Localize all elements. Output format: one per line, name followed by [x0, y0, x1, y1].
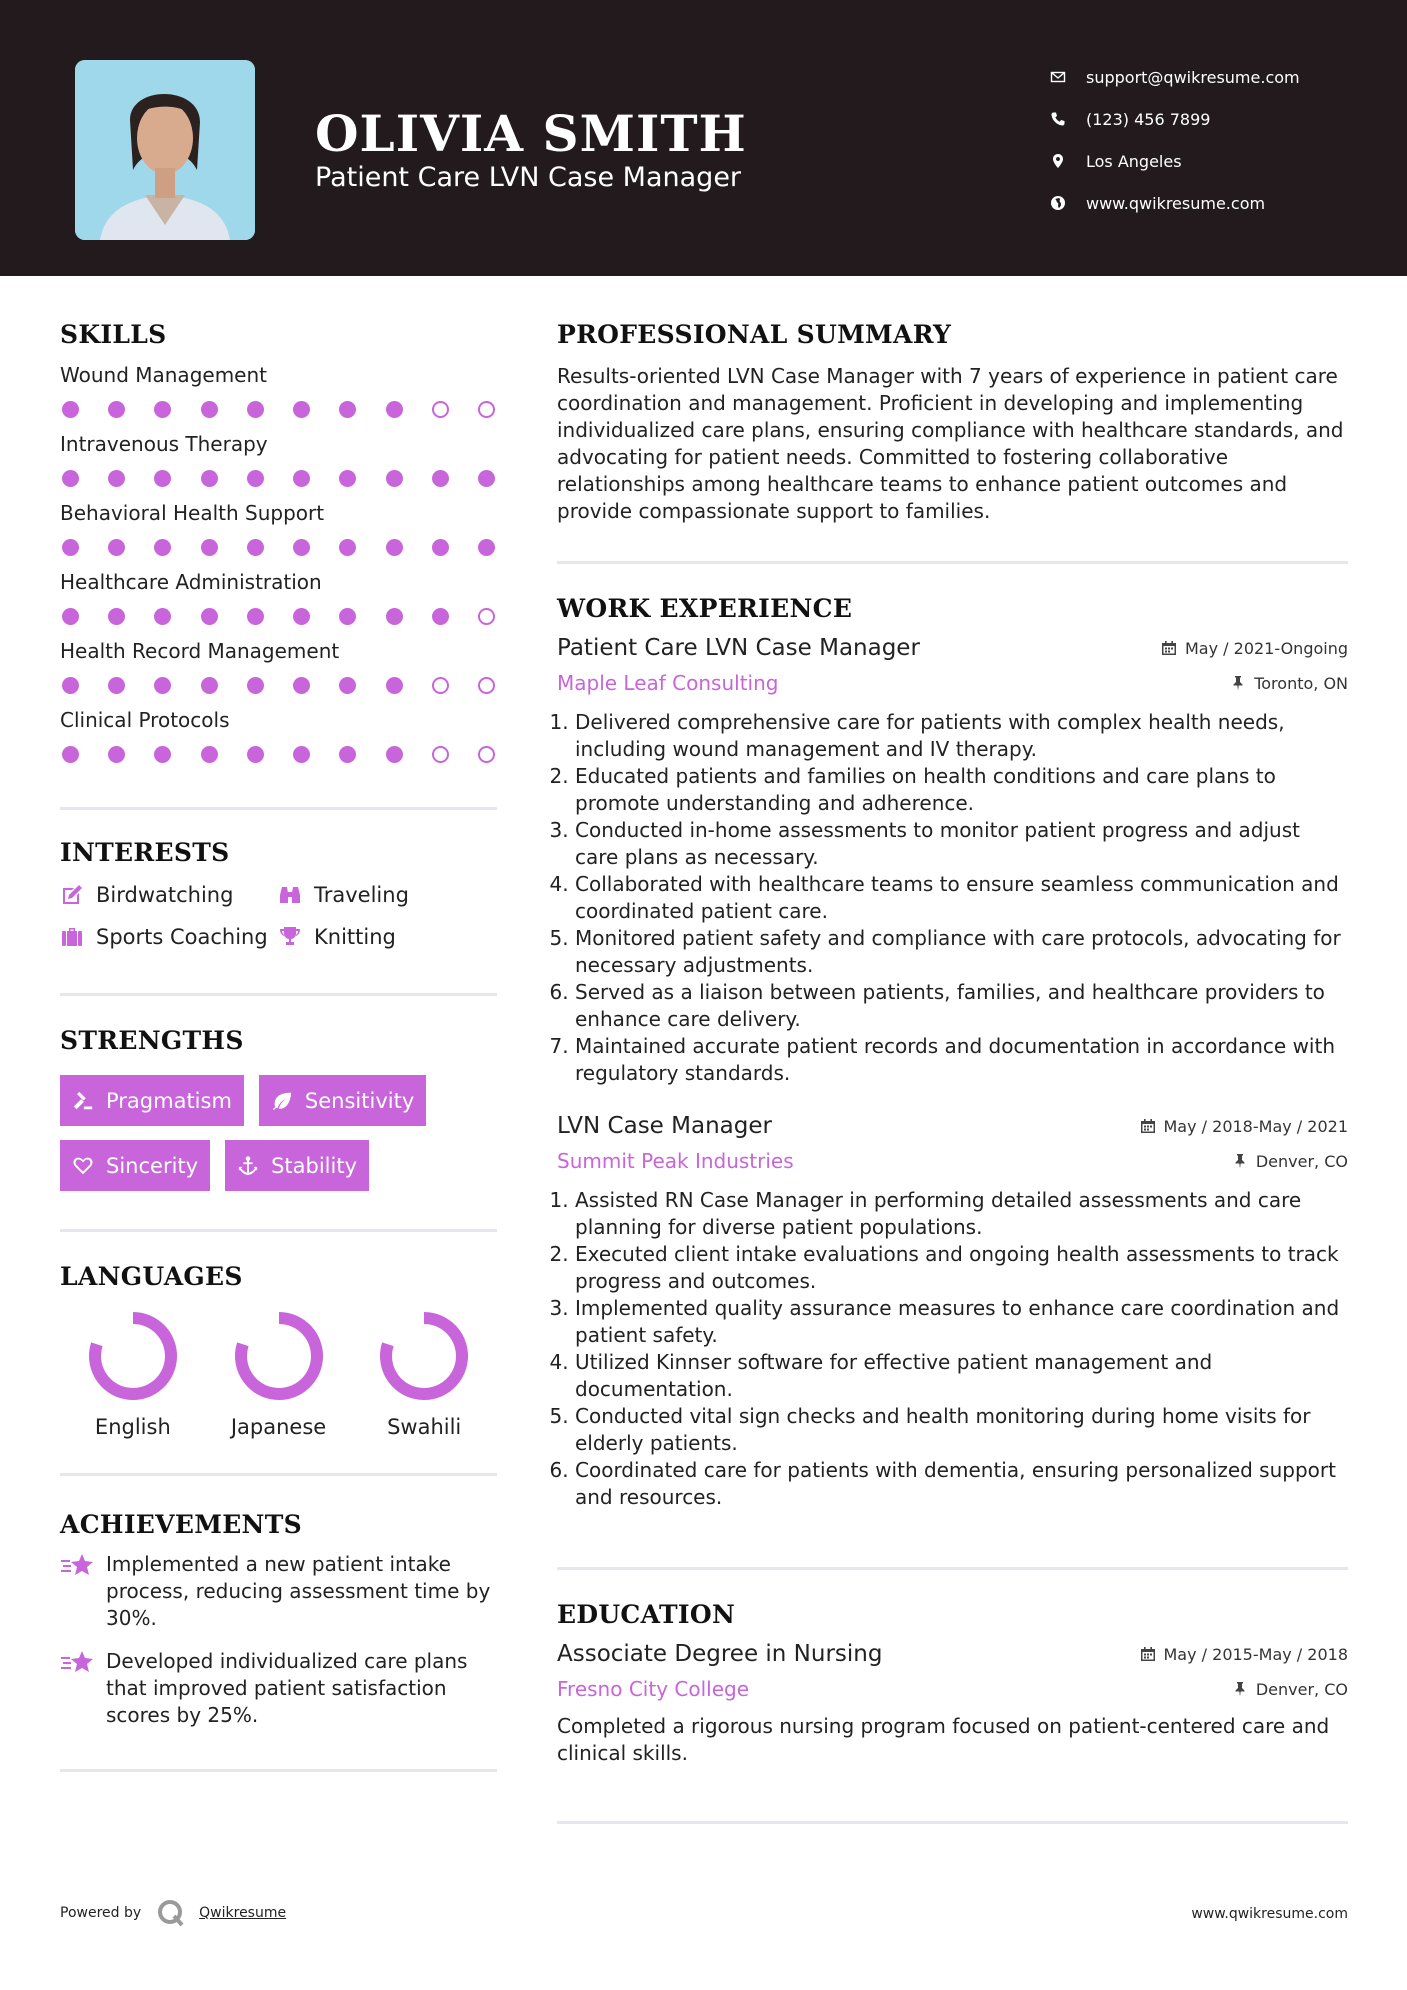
interest-label: Knitting — [314, 925, 396, 949]
section-divider — [60, 1473, 497, 1476]
skill-dot-filled — [108, 746, 125, 763]
skill-dot-filled — [339, 401, 356, 418]
job-entry — [557, 1113, 1348, 1511]
job-title: LVN Case Manager — [557, 1113, 772, 1139]
candidate-name: OLIVIA SMITH — [315, 104, 747, 163]
skill-dot-filled — [293, 746, 310, 763]
section-divider — [60, 1229, 497, 1232]
company-name: Summit Peak Industries — [557, 1149, 794, 1173]
skill-rating — [60, 677, 497, 694]
languages-section — [60, 1262, 497, 1439]
pushpin-icon — [1232, 1681, 1248, 1697]
skill-dot-filled — [247, 608, 264, 625]
gavel-icon — [72, 1090, 94, 1112]
education-location — [1232, 1680, 1348, 1699]
skill-dot-filled — [201, 539, 218, 556]
skill-dot-filled — [247, 470, 264, 487]
contact-list — [1050, 56, 1300, 224]
skill-rating — [60, 746, 497, 763]
calendar-icon — [1161, 640, 1177, 656]
skill-dot-filled — [293, 401, 310, 418]
job-bullet: 6. Served as a liaison between patients, families, and healthcare providers to enhance care delivery. — [575, 979, 1348, 1033]
calendar-icon — [1140, 1646, 1156, 1662]
job-bullet: 5. Monitored patient safety and compliance with care protocols, advocating for necessary adjustments. — [575, 925, 1348, 979]
contact-location-text: Los Angeles — [1086, 151, 1182, 171]
job-bullets — [557, 709, 1348, 1087]
job-bullet: 6. Coordinated care for patients with dementia, ensuring personalized support and resources. — [575, 1457, 1348, 1511]
pencil-icon — [60, 883, 84, 907]
job-dates — [1161, 639, 1348, 658]
section-divider — [60, 993, 497, 996]
skill-dot-filled — [108, 470, 125, 487]
skill-item — [60, 432, 497, 487]
language-name: Swahili — [387, 1415, 462, 1439]
achievements-heading: ACHIEVEMENTS — [60, 1510, 302, 1539]
interest-item — [278, 883, 478, 907]
degree-title: Associate Degree in Nursing — [557, 1641, 883, 1667]
skill-dot-filled — [386, 470, 403, 487]
right-column — [557, 276, 1348, 1824]
job-bullet: 4. Utilized Kinnser software for effective patient management and documentation. — [575, 1349, 1348, 1403]
interest-item — [278, 925, 478, 949]
job-bullet: 1. Delivered comprehensive care for patients with complex health needs, including wound management and IV therapy. — [575, 709, 1348, 763]
skill-dot-filled — [293, 470, 310, 487]
skill-dot-filled — [154, 539, 171, 556]
summary-text: Results-oriented LVN Case Manager with 7 years of experience in patient care coordination and management. Proficient in developing and implementing individualized care plans, ensuring compliance with healthcare standards, and advocating for patient needs. Committed to fostering collaborative relationships among healthcare teams to enhance patient outcomes and provide compassionate support to families. — [557, 364, 1344, 523]
heart-icon — [72, 1155, 94, 1177]
suitcase-icon — [60, 925, 84, 949]
contact-location — [1050, 140, 1300, 182]
contact-email[interactable] — [1050, 56, 1300, 98]
skill-dot-empty — [478, 746, 495, 763]
strength-label: Sensitivity — [304, 1088, 415, 1113]
contact-email-text: support@qwikresume.com — [1086, 67, 1300, 87]
strength-tag — [60, 1075, 244, 1126]
skill-name: Behavioral Health Support — [60, 501, 325, 525]
skill-dot-filled — [386, 608, 403, 625]
interest-label: Birdwatching — [96, 883, 234, 907]
anchor-icon — [237, 1155, 259, 1177]
skill-dot-empty — [478, 401, 495, 418]
job-bullet: 2. Educated patients and families on health conditions and care plans to promote understanding and adherence. — [575, 763, 1348, 817]
skill-rating — [60, 539, 497, 556]
strength-tag — [225, 1140, 369, 1191]
skill-dot-filled — [293, 539, 310, 556]
skills-section — [60, 320, 497, 763]
education-location-text: Denver, CO — [1255, 1679, 1348, 1699]
skill-rating — [60, 608, 497, 625]
interest-label: Traveling — [314, 883, 409, 907]
skill-dot-filled — [478, 470, 495, 487]
achievement-text: Implemented a new patient intake process, reducing assessment time by 30%. — [106, 1552, 491, 1630]
skill-dot-filled — [339, 470, 356, 487]
education-description: Completed a rigorous nursing program focused on patient-centered care and clinical skills. — [557, 1714, 1330, 1765]
skills-heading: SKILLS — [60, 320, 167, 349]
interest-label: Sports Coaching — [96, 925, 268, 949]
language-item — [206, 1309, 352, 1439]
skill-dot-empty — [478, 677, 495, 694]
interests-section — [60, 838, 497, 949]
achievement-item — [60, 1551, 497, 1632]
skill-rating — [60, 470, 497, 487]
left-column — [60, 276, 497, 1772]
skill-name: Intravenous Therapy — [60, 432, 268, 456]
pushpin-icon — [1230, 675, 1246, 691]
skill-rating — [60, 401, 497, 418]
education-section — [557, 1600, 1348, 1767]
skill-dot-filled — [62, 677, 79, 694]
skill-dot-filled — [432, 608, 449, 625]
skill-dot-filled — [154, 470, 171, 487]
experience-section — [557, 594, 1348, 1511]
job-bullet: 1. Assisted RN Case Manager in performing detailed assessments and care planning for diverse patient populations. — [575, 1187, 1348, 1241]
skill-dot-filled — [154, 401, 171, 418]
summary-heading: PROFESSIONAL SUMMARY — [557, 320, 952, 349]
section-divider — [557, 1821, 1348, 1824]
language-gauge-arc — [95, 1318, 171, 1394]
skill-dot-filled — [386, 401, 403, 418]
skill-item — [60, 501, 497, 556]
summary-section — [557, 320, 1348, 525]
skill-dot-filled — [432, 470, 449, 487]
shooting-star-icon — [60, 1551, 94, 1581]
strength-tag — [259, 1075, 426, 1126]
shooting-star-icon — [60, 1648, 94, 1678]
skill-dot-filled — [386, 677, 403, 694]
contact-phone[interactable] — [1050, 98, 1300, 140]
skill-dot-filled — [386, 746, 403, 763]
skill-dot-filled — [247, 401, 264, 418]
skill-dot-filled — [432, 539, 449, 556]
calendar-icon — [1140, 1118, 1156, 1134]
trophy-icon — [278, 925, 302, 949]
skill-dot-filled — [154, 608, 171, 625]
job-bullet: 3. Implemented quality assurance measures to enhance care coordination and patient safety. — [575, 1295, 1348, 1349]
achievement-text: Developed individualized care plans that improved patient satisfaction scores by 25%. — [106, 1649, 468, 1727]
skill-item — [60, 363, 497, 418]
job-location — [1230, 674, 1348, 693]
contact-website[interactable] — [1050, 182, 1300, 224]
education-dates — [1140, 1645, 1349, 1664]
skill-dot-filled — [201, 746, 218, 763]
company-name: Maple Leaf Consulting — [557, 671, 779, 695]
strength-tag — [60, 1140, 210, 1191]
strengths-heading: STRENGTHS — [60, 1026, 244, 1055]
education-heading: EDUCATION — [557, 1600, 736, 1629]
contact-website-text: www.qwikresume.com — [1086, 193, 1266, 213]
job-bullet: 5. Conducted vital sign checks and health monitoring during home visits for elderly patients. — [575, 1403, 1348, 1457]
skill-dot-filled — [201, 470, 218, 487]
job-entry — [557, 635, 1348, 1087]
strength-label: Pragmatism — [106, 1088, 232, 1113]
section-divider — [60, 1769, 497, 1772]
languages-heading: LANGUAGES — [60, 1262, 243, 1291]
skill-dot-filled — [154, 677, 171, 694]
envelope-icon — [1050, 69, 1086, 85]
interest-item — [60, 883, 278, 907]
profile-photo — [75, 60, 255, 240]
skill-dot-filled — [339, 746, 356, 763]
strength-label: Sincerity — [106, 1153, 199, 1178]
job-bullet: 2. Executed client intake evaluations and ongoing health assessments to track progress and outcomes. — [575, 1241, 1348, 1295]
section-divider — [557, 1567, 1348, 1570]
powered-by-text: Powered by — [60, 1905, 142, 1921]
language-item — [60, 1309, 206, 1439]
skill-dot-empty — [432, 746, 449, 763]
skill-dot-filled — [108, 608, 125, 625]
language-gauge — [232, 1309, 326, 1403]
skill-dot-filled — [62, 539, 79, 556]
school-name: Fresno City College — [557, 1677, 750, 1701]
map-marker-icon — [1050, 153, 1086, 169]
brand-link[interactable]: Qwikresume — [199, 1905, 287, 1921]
language-gauge — [377, 1309, 471, 1403]
skill-dot-filled — [247, 746, 264, 763]
skill-dot-filled — [478, 539, 495, 556]
achievement-item — [60, 1648, 497, 1729]
skill-dot-filled — [201, 677, 218, 694]
section-divider — [557, 561, 1348, 564]
language-gauge — [86, 1309, 180, 1403]
skill-dot-filled — [339, 608, 356, 625]
job-dates-text: May / 2021-Ongoing — [1185, 638, 1348, 658]
skill-name: Clinical Protocols — [60, 708, 230, 732]
skill-dot-filled — [62, 608, 79, 625]
language-name: Japanese — [230, 1415, 327, 1439]
skill-dot-filled — [108, 401, 125, 418]
skill-dot-filled — [201, 401, 218, 418]
job-location-text: Toronto, ON — [1254, 673, 1348, 693]
job-bullets — [557, 1187, 1348, 1511]
job-bullet: 3. Conducted in-home assessments to monitor patient progress and adjust care plans as necessary. — [575, 817, 1348, 871]
globe-icon — [1050, 195, 1086, 211]
skill-dot-filled — [293, 608, 310, 625]
skill-dot-filled — [62, 470, 79, 487]
qwikresume-logo-icon — [155, 1897, 187, 1929]
education-dates-text: May / 2015-May / 2018 — [1163, 1644, 1348, 1664]
job-dates-text: May / 2018-May / 2021 — [1163, 1116, 1348, 1136]
skill-dot-filled — [154, 746, 171, 763]
skill-name: Healthcare Administration — [60, 570, 322, 594]
skill-dot-filled — [293, 677, 310, 694]
skill-dot-filled — [339, 677, 356, 694]
experience-heading: WORK EXPERIENCE — [557, 594, 853, 623]
footer-powered-by — [60, 1897, 286, 1929]
candidate-title: Patient Care LVN Case Manager — [315, 162, 742, 193]
skill-dot-filled — [108, 539, 125, 556]
language-name: English — [94, 1415, 171, 1439]
phone-icon — [1050, 111, 1086, 127]
footer-url[interactable]: www.qwikresume.com — [1191, 1906, 1348, 1922]
strength-label: Stability — [271, 1153, 358, 1178]
skill-name: Wound Management — [60, 363, 267, 387]
contact-phone-text: (123) 456 7899 — [1086, 109, 1211, 129]
skill-dot-filled — [247, 677, 264, 694]
skill-dot-filled — [201, 608, 218, 625]
achievements-section — [60, 1510, 497, 1729]
skill-dot-filled — [339, 539, 356, 556]
job-title: Patient Care LVN Case Manager — [557, 635, 920, 661]
job-dates — [1140, 1117, 1349, 1136]
binoculars-icon — [278, 883, 302, 907]
leaf-icon — [271, 1090, 293, 1112]
job-location — [1232, 1152, 1348, 1171]
skill-dot-filled — [386, 539, 403, 556]
interests-heading: INTERESTS — [60, 838, 230, 867]
interest-item — [60, 925, 278, 949]
skill-dot-empty — [432, 677, 449, 694]
job-location-text: Denver, CO — [1255, 1151, 1348, 1171]
skill-dot-filled — [247, 539, 264, 556]
skill-item — [60, 639, 497, 694]
strengths-section — [60, 1026, 497, 1191]
job-bullet: 4. Collaborated with healthcare teams to ensure seamless communication and coordinated patient care. — [575, 871, 1348, 925]
skill-dot-empty — [478, 608, 495, 625]
resume-header — [0, 0, 1407, 276]
skill-item — [60, 570, 497, 625]
skill-dot-filled — [62, 746, 79, 763]
language-gauge-arc — [386, 1318, 462, 1394]
skill-dot-filled — [62, 401, 79, 418]
pushpin-icon — [1232, 1153, 1248, 1169]
language-item — [351, 1309, 497, 1439]
job-bullet: 7. Maintained accurate patient records and documentation in accordance with regulatory standards. — [575, 1033, 1348, 1087]
skill-name: Health Record Management — [60, 639, 340, 663]
skill-dot-filled — [108, 677, 125, 694]
section-divider — [60, 807, 497, 810]
skill-item — [60, 708, 497, 763]
skill-dot-empty — [432, 401, 449, 418]
language-gauge-arc — [241, 1318, 317, 1394]
